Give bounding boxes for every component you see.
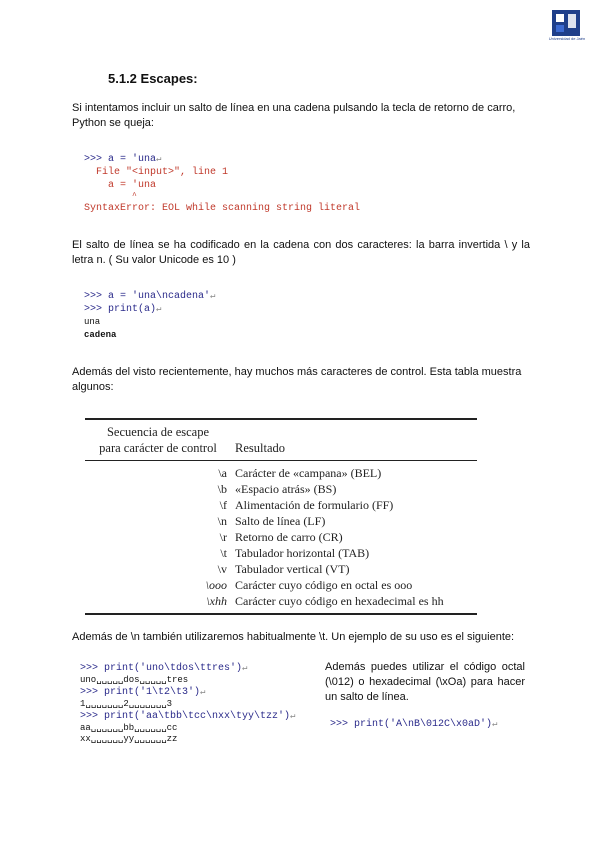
error-code-block: [84, 153, 360, 215]
escape-table: [85, 418, 477, 615]
octal-note: Además puedes utilizar el código octal (\012) o hexadecimal (\xOa) para hacer un salto de línea.: [325, 661, 525, 703]
code-output: una: [84, 317, 101, 327]
table-row: \f Alimentación de formulario (FF): [219, 498, 394, 512]
code-line: File "<input>", line 1: [84, 167, 229, 178]
table-row: \v Tabulador vertical (VT): [217, 562, 350, 576]
intro-paragraph: Si intentamos incluir un salto de línea en una cadena pulsando la tecla de retorno de carro, Python se queja:: [72, 102, 516, 129]
header-sequence: Secuencia de escape para carácter de control: [99, 425, 217, 455]
university-logo: [548, 8, 584, 48]
table-intro: Además del visto recientemente, hay muchos más caracteres de control. Esta tabla muestra algunos:: [72, 366, 522, 393]
code-line: >>> print('aa\tbb\tcc\nxx\tyy\tzz')↵: [80, 711, 296, 722]
table-row: \r Retorno de carro (CR): [219, 530, 343, 544]
logo-caption: Universidad de Jaén: [548, 36, 586, 41]
code-line: >>> print('uno\tdos\ttres')↵: [80, 663, 248, 674]
table-row: \a Carácter de «campana» (BEL): [218, 466, 382, 480]
code-line: >>> a = 'una↵: [84, 154, 162, 165]
code-output: aa␣␣␣␣␣␣bb␣␣␣␣␣␣cc: [80, 723, 178, 733]
code-output: cadena: [84, 330, 117, 340]
octal-code: >>> print('A\nB\012C\x0aD')↵: [330, 719, 498, 730]
table-row: \ooo Carácter cuyo código en octal es ooo: [205, 578, 413, 592]
code-output: 1␣␣␣␣␣␣␣2␣␣␣␣␣␣␣3: [80, 699, 173, 709]
table-row: \t Tabulador horizontal (TAB): [220, 546, 370, 560]
table-header-row: [85, 419, 477, 461]
code-line: a = 'una: [84, 180, 157, 191]
header-result: Resultado: [235, 441, 285, 455]
newline-explanation: El salto de línea se ha codificado en la cadena con dos caracteres: la barra invertida \ y la letra n. ( Su valor Unicode es 10 ): [72, 239, 530, 266]
newline-code-block: [84, 290, 215, 342]
tab-intro: Además de \n también utilizaremos habitualmente \t. Un ejemplo de su uso es el siguiente:: [72, 631, 515, 643]
table-row: \xhh Carácter cuyo código en hexadecimal es hh: [85, 593, 477, 614]
code-caret: ^: [84, 192, 137, 201]
tab-code-block: [80, 662, 295, 745]
code-output: xx␣␣␣␣␣␣yy␣␣␣␣␣␣zz: [80, 734, 178, 744]
table-row: \n Salto de línea (LF): [217, 514, 326, 528]
error-message: SyntaxError: EOL while scanning string literal: [84, 203, 361, 214]
code-line: >>> a = 'una\ncadena'↵: [84, 291, 216, 302]
code-line: >>> print('1\t2\t3')↵: [80, 687, 206, 698]
table-row: \b «Espacio atrás» (BS): [217, 482, 337, 496]
section-title: 5.1.2 Escapes:: [108, 71, 198, 86]
code-line: >>> print(a)↵: [84, 304, 162, 315]
code-output: uno␣␣␣␣␣dos␣␣␣␣␣tres: [80, 675, 189, 685]
